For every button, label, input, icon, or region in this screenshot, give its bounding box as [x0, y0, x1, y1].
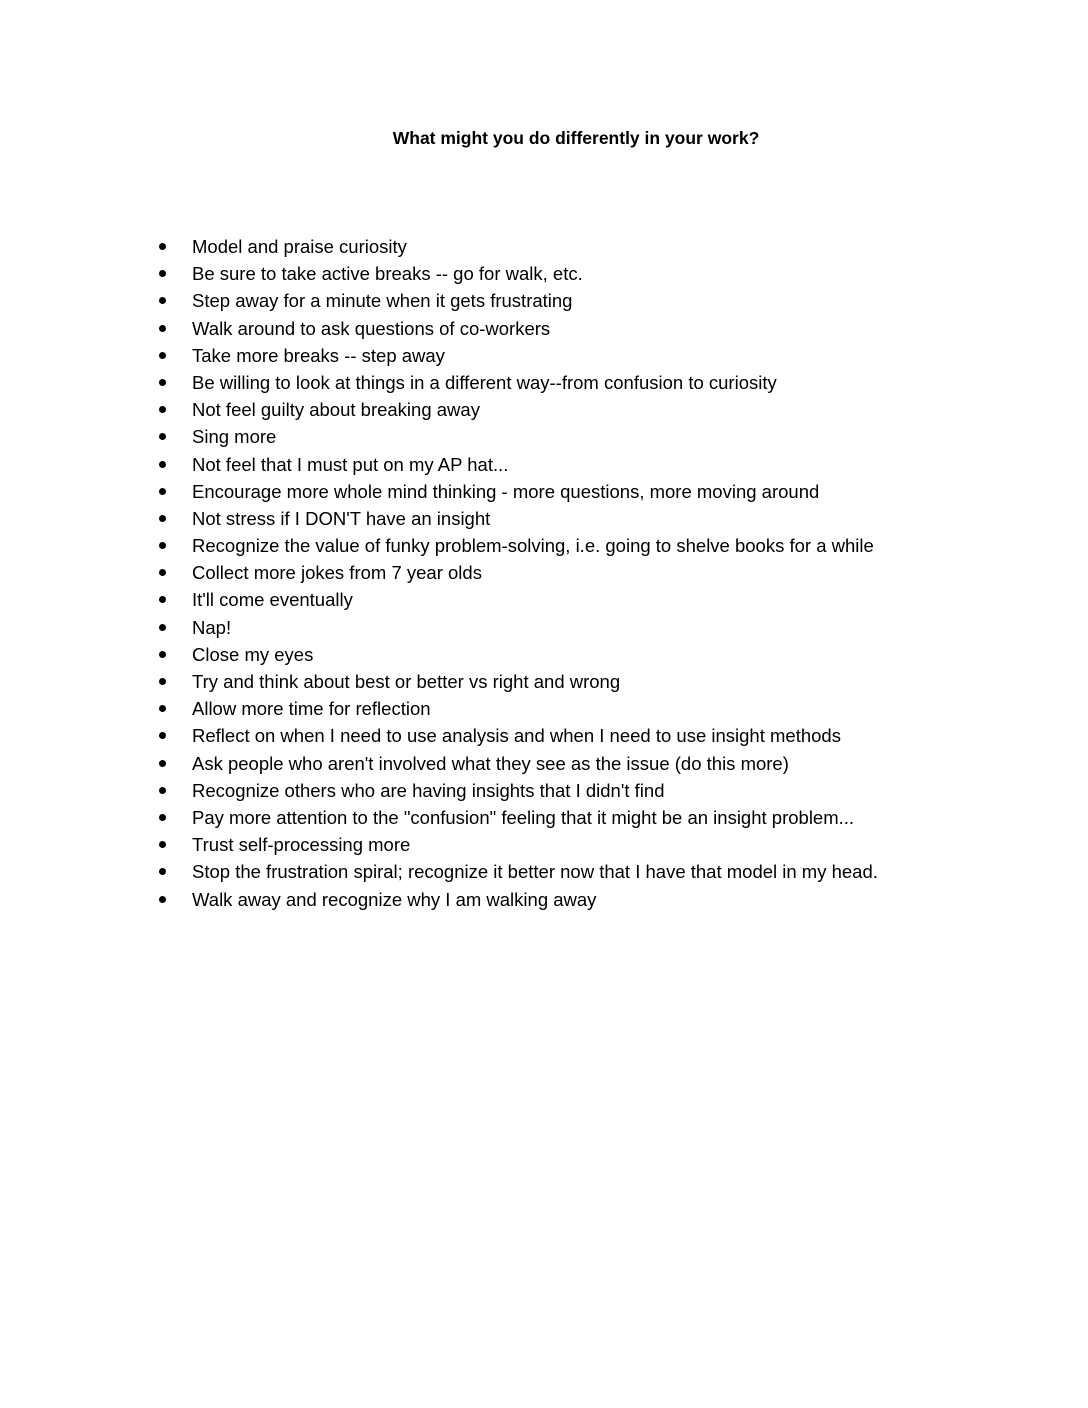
list-item	[156, 260, 1056, 287]
list-item	[156, 233, 1056, 260]
list-item	[156, 559, 1056, 586]
bullet-icon	[159, 705, 166, 712]
bullet-icon	[159, 461, 166, 468]
list-item	[156, 478, 1056, 505]
list-item	[156, 668, 1056, 695]
list-item-text: Stop the frustration spiral; recognize it better now that I have that model in my head.	[192, 861, 878, 883]
list-item	[156, 858, 1056, 885]
bullet-icon	[159, 787, 166, 794]
list-item-text: Encourage more whole mind thinking - more questions, more moving around	[192, 480, 820, 502]
list-item	[156, 369, 1056, 396]
list-item-text: Walk away and recognize why I am walking away	[192, 888, 597, 910]
list-item-text: Nap!	[192, 616, 232, 638]
list-item	[156, 641, 1056, 668]
list-item	[156, 451, 1056, 478]
bullet-icon	[159, 270, 166, 277]
list-item-text: Recognize the value of funky problem-solving, i.e. going to shelve books for a while	[192, 535, 874, 557]
list-item	[156, 396, 1056, 423]
bullet-icon	[159, 379, 166, 386]
list-item-text: Close my eyes	[192, 643, 314, 665]
bullet-icon	[159, 325, 166, 332]
bullet-icon	[159, 488, 166, 495]
bullet-icon	[159, 732, 166, 739]
list-item-text: Try and think about best or better vs right and wrong	[192, 671, 621, 692]
bullet-icon	[159, 542, 166, 549]
list-item-text: Allow more time for reflection	[192, 698, 431, 720]
list-item	[156, 831, 1056, 858]
list-item	[156, 505, 1056, 532]
list-item-text: Ask people who aren't involved what they see as the issue (do this more)	[192, 752, 789, 774]
list-item-text: Collect more jokes from 7 year olds	[192, 562, 482, 584]
list-item-text: Pay more attention to the "confusion" feeling that it might be an insight problem...	[192, 806, 855, 828]
bullet-icon	[159, 596, 166, 603]
list-item-text: Not feel guilty about breaking away	[192, 399, 480, 421]
bullet-list	[156, 233, 1056, 913]
list-item-text: It'll come eventually	[192, 589, 353, 611]
list-item	[156, 614, 1056, 641]
bullet-icon	[159, 515, 166, 522]
bullet-icon	[159, 841, 166, 848]
list-item	[156, 586, 1056, 613]
list-item-text: Reflect on when I need to use analysis and when I need to use insight methods	[192, 725, 841, 747]
list-item	[156, 287, 1056, 314]
list-item-text: Be sure to take active breaks -- go for walk, etc.	[192, 263, 583, 285]
page-title: What might you do differently in your work?	[392, 128, 760, 148]
bullet-icon	[159, 406, 166, 413]
list-item-text: Take more breaks -- step away	[192, 344, 445, 366]
bullet-icon	[159, 678, 166, 685]
list-item-text: Not stress if I DON'T have an insight	[192, 507, 491, 529]
list-item	[156, 423, 1056, 450]
list-item	[156, 804, 1056, 831]
list-item	[156, 722, 1056, 749]
bullet-icon	[159, 651, 166, 658]
list-item-text: Recognize others who are having insights that I didn't find	[192, 779, 665, 801]
list-item	[156, 695, 1056, 722]
bullet-icon	[159, 868, 166, 875]
list-item-text: Model and praise curiosity	[192, 236, 407, 257]
list-item-text: Walk around to ask questions of co-workers	[192, 317, 551, 339]
list-item-text: Sing more	[192, 426, 277, 448]
bullet-icon	[159, 814, 166, 821]
list-item-text: Be willing to look at things in a different way--from confusion to curiosity	[192, 371, 777, 393]
list-item-text: Trust self-processing more	[192, 834, 411, 856]
list-item	[156, 315, 1056, 342]
list-item-text: Not feel that I must put on my AP hat...	[192, 453, 509, 475]
bullet-icon	[159, 624, 166, 631]
list-item-text: Step away for a minute when it gets frustrating	[192, 290, 573, 312]
list-item	[156, 777, 1056, 804]
bullet-icon	[159, 243, 166, 250]
list-item	[156, 750, 1056, 777]
bullet-icon	[159, 896, 166, 903]
bullet-icon	[159, 433, 166, 440]
bullet-icon	[159, 352, 166, 359]
list-item	[156, 886, 1056, 913]
bullet-icon	[159, 297, 166, 304]
bullet-icon	[159, 760, 166, 767]
bullet-icon	[159, 569, 166, 576]
list-item	[156, 532, 1056, 559]
list-item	[156, 342, 1056, 369]
